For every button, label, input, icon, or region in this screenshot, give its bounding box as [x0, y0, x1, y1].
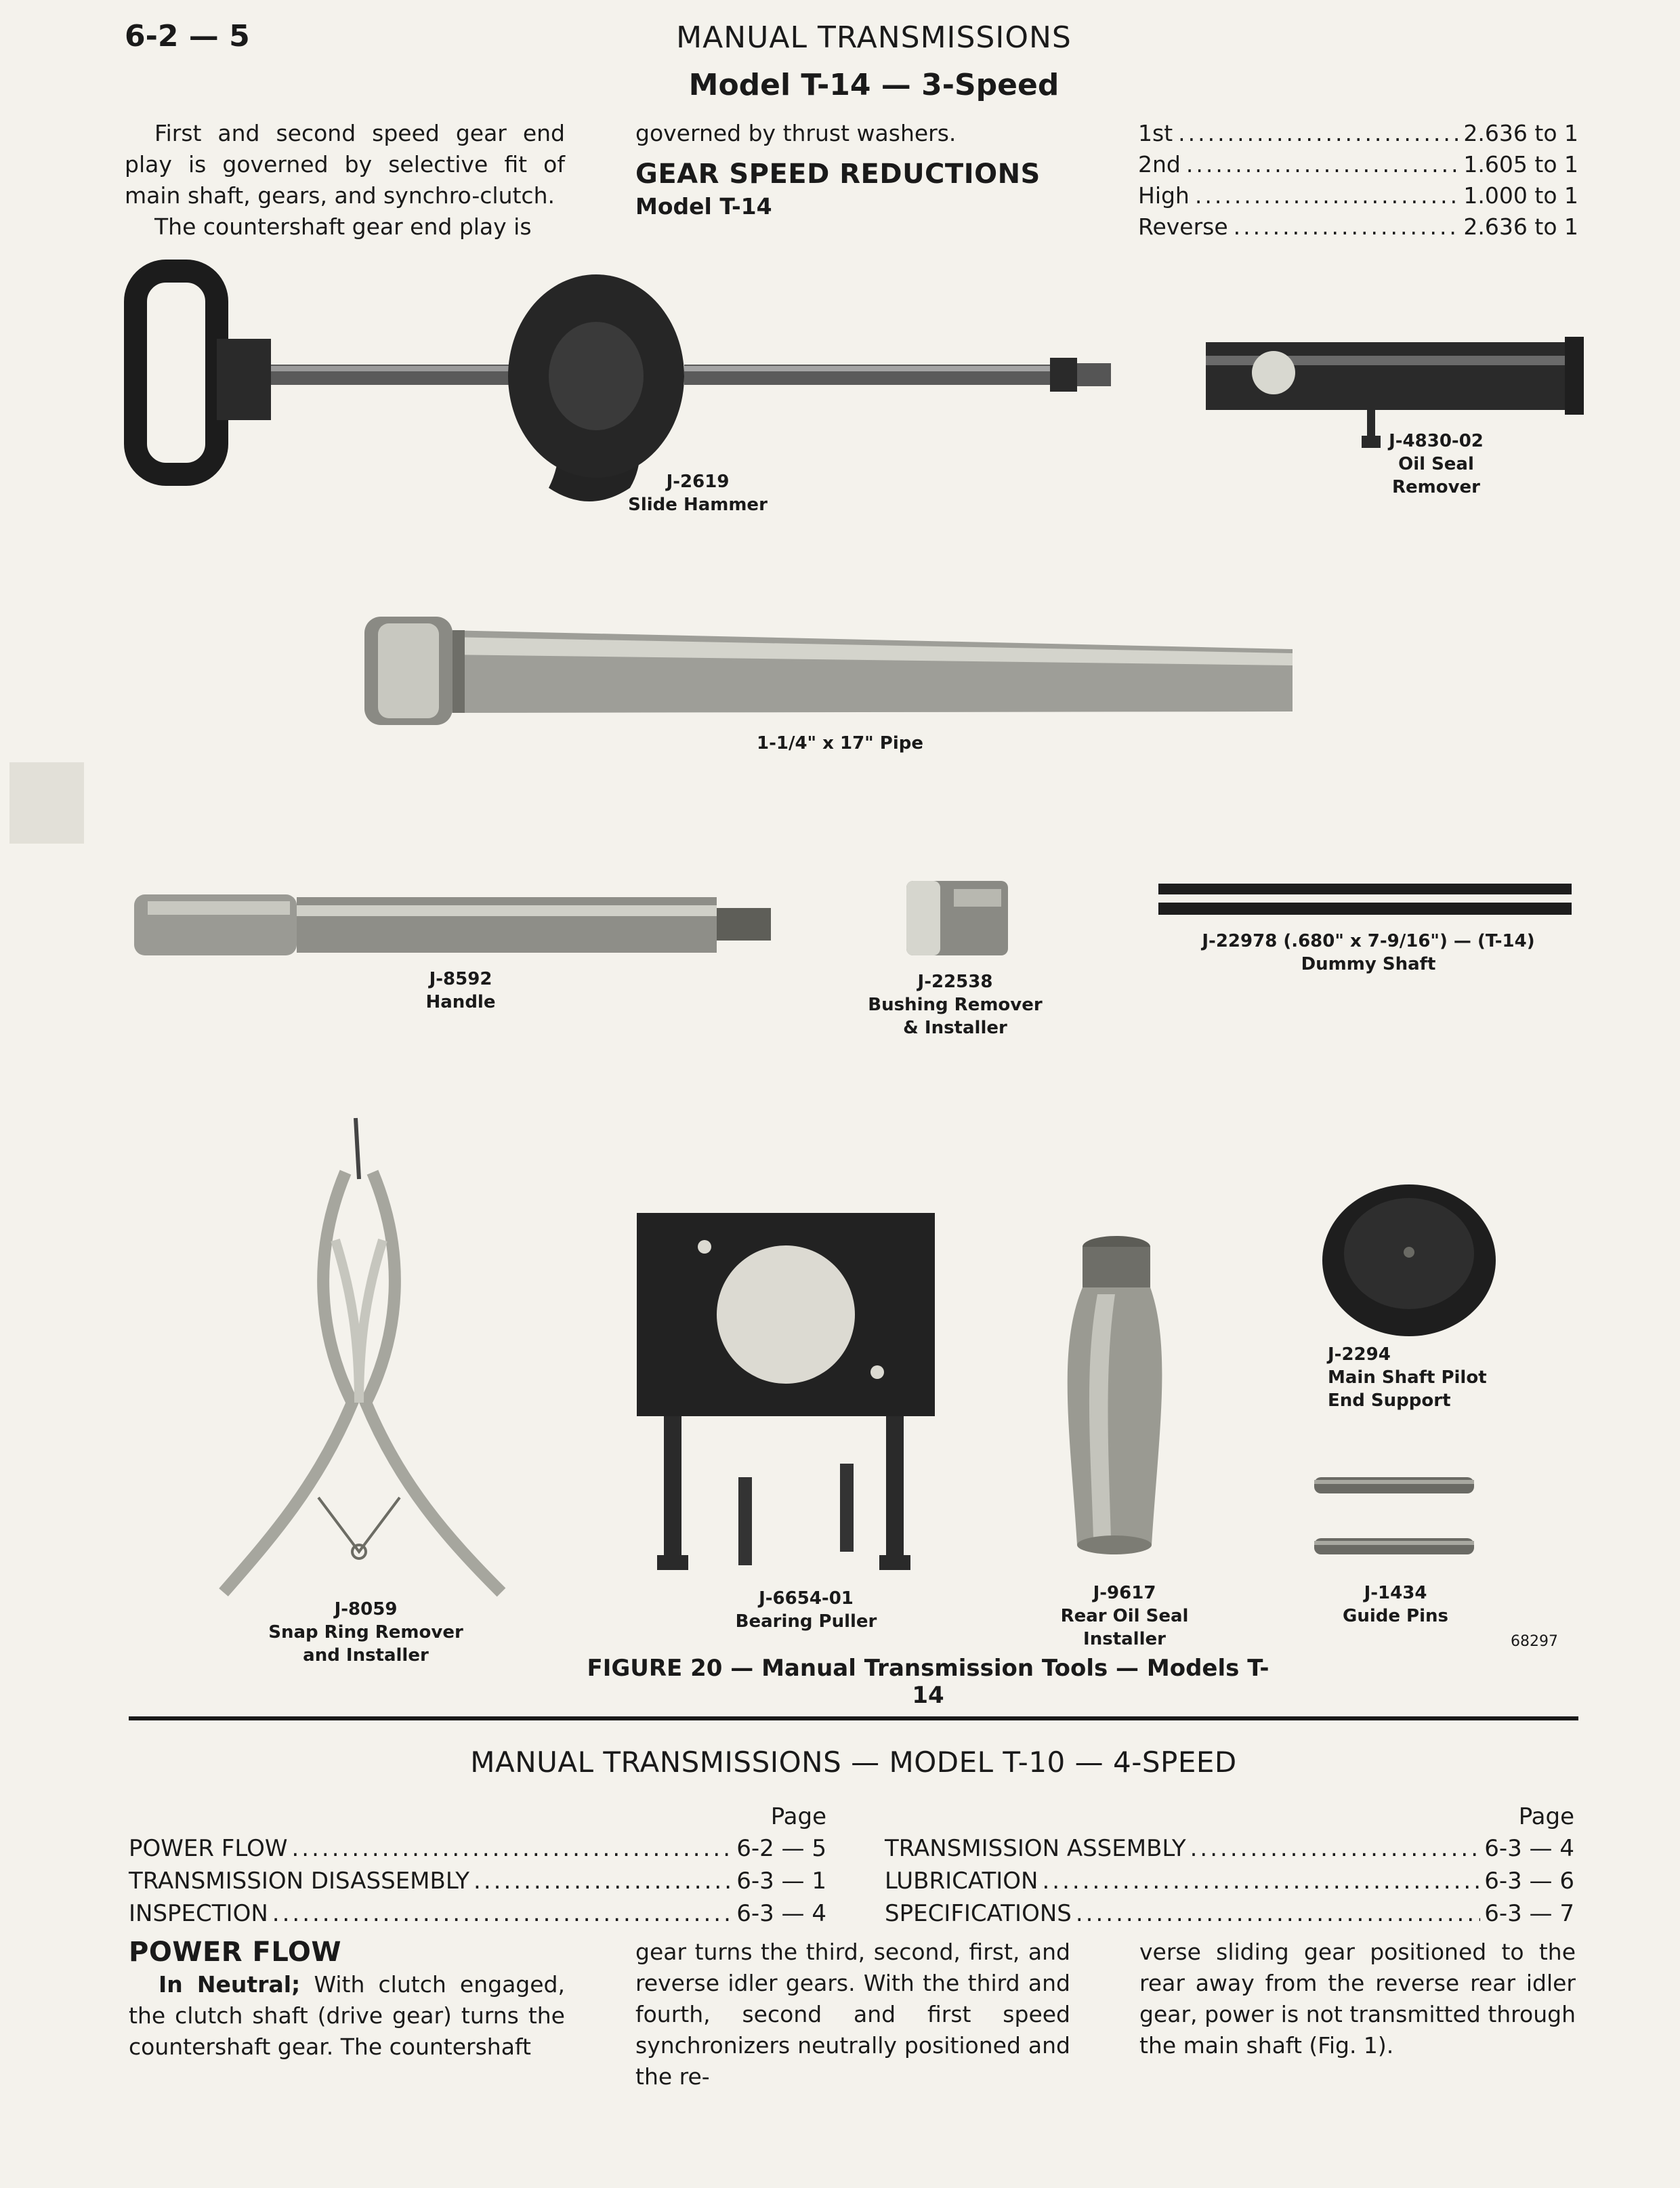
intro-continuation: governed by thrust washers.	[635, 120, 957, 146]
toc-left	[129, 1801, 826, 1930]
intro-column-2	[635, 118, 1055, 222]
ratio-gear: 2nd	[1138, 151, 1181, 178]
ratio-gear: High	[1138, 182, 1190, 209]
bushing-caption: J-22538 Bushing Remover & Installer	[868, 972, 1043, 1038]
slide-hammer-illustration	[122, 257, 1152, 501]
gear-ratio-table	[1138, 118, 1578, 243]
page-edge-tab	[9, 762, 84, 844]
figure-number: 68297	[1511, 1633, 1558, 1650]
toc-label: INSPECTION	[129, 1900, 268, 1927]
toc-page-header: Page	[1518, 1803, 1574, 1830]
bearing-puller-illustration	[630, 1213, 942, 1579]
toc-label: SPECIFICATIONS	[885, 1900, 1072, 1927]
toc-page: 6-3 — 4	[736, 1900, 826, 1927]
bearing-puller-caption: J-6654-01 Bearing Puller	[735, 1588, 877, 1632]
power-flow-text-1: With clutch engaged, the clutch shaft (drive gear) turns the countershaft gear. The countershaft	[129, 1971, 565, 2060]
toc-row[interactable]	[129, 1897, 826, 1930]
slide-hammer-caption: J-2619 Slide Hammer	[628, 472, 768, 515]
toc-row[interactable]	[129, 1832, 826, 1865]
toc-row[interactable]	[885, 1865, 1574, 1897]
intro-column-1	[125, 118, 565, 243]
toc-row[interactable]	[885, 1897, 1574, 1930]
toc-label: TRANSMISSION ASSEMBLY	[885, 1835, 1186, 1862]
toc-page: 6-2 — 5	[736, 1835, 826, 1862]
dummy-shaft-illustration	[1158, 878, 1578, 926]
ratio-row	[1138, 118, 1578, 149]
toc-page: 6-3 — 7	[1484, 1900, 1574, 1927]
power-flow-lead: In Neutral;	[159, 1971, 301, 1998]
rear-seal-caption: J-9617 Rear Oil Seal Installer	[1060, 1583, 1189, 1649]
intro-paragraph-2: The countershaft gear end play is	[154, 213, 532, 240]
intro-paragraph-1: First and second speed gear end play is governed by selective fit of main shaft, gears, and synchro-clutch.	[125, 120, 565, 209]
page-number: 6-2 — 5	[125, 19, 250, 54]
ratio-value: 1.000 to 1	[1463, 182, 1578, 209]
section-divider	[129, 1716, 1578, 1720]
ratio-gear: 1st	[1138, 120, 1173, 146]
ratio-value: 2.636 to 1	[1463, 120, 1578, 146]
guide-pins-caption: J-1434 Guide Pins	[1342, 1583, 1448, 1626]
toc-page: 6-3 — 1	[736, 1867, 826, 1895]
toc-label: POWER FLOW	[129, 1835, 288, 1862]
handle-illustration	[134, 888, 778, 962]
pilot-support-caption: J-2294 Main Shaft Pilot End Support	[1328, 1344, 1487, 1411]
snap-ring-pliers-illustration	[217, 1118, 515, 1606]
pilot-support-illustration	[1321, 1179, 1497, 1342]
toc-label: TRANSMISSION DISASSEMBLY	[129, 1867, 470, 1895]
dummy-shaft-caption: J-22978 (.680" x 7-9/16") — (T-14) Dummy Shaft	[1202, 931, 1535, 974]
ratio-gear: Reverse	[1138, 213, 1228, 240]
pipe-caption: 1-1/4" x 17" Pipe	[757, 733, 923, 754]
oil-seal-remover-caption: J-4830-02 Oil Seal Remover	[1389, 431, 1484, 497]
section-title: MANUAL TRANSMISSIONS — MODEL T-10 — 4-SPEED	[470, 1746, 1237, 1779]
rear-seal-installer-illustration	[1043, 1233, 1179, 1559]
ratio-row	[1138, 211, 1578, 243]
ratio-value: 1.605 to 1	[1463, 151, 1578, 178]
ratio-value: 2.636 to 1	[1463, 213, 1578, 240]
toc-page-header: Page	[770, 1803, 826, 1830]
power-flow-heading: POWER FLOW	[129, 1937, 342, 1968]
bushing-illustration	[893, 874, 1015, 962]
gear-speed-heading: GEAR SPEED REDUCTIONS	[635, 159, 1041, 190]
page-title: MANUAL TRANSMISSIONS	[676, 20, 1072, 55]
guide-pins-illustration	[1314, 1470, 1484, 1559]
toc-page: 6-3 — 6	[1484, 1867, 1574, 1895]
page-subtitle: Model T-14 — 3-Speed	[688, 68, 1059, 102]
toc-row[interactable]	[885, 1832, 1574, 1865]
toc-row[interactable]	[129, 1865, 826, 1897]
power-flow-column-1	[129, 1937, 565, 2063]
power-flow-column-3: verse sliding gear positioned to the rear away from the reverse rear idler gear, power is not transmitted through the main shaft (Fig. 1).	[1139, 1939, 1576, 2059]
gear-model-heading: Model T-14	[635, 193, 772, 220]
figure-caption: FIGURE 20 — Manual Transmission Tools — Models T-14	[587, 1655, 1269, 1709]
toc-page: 6-3 — 4	[1484, 1835, 1574, 1862]
ratio-row	[1138, 149, 1578, 180]
handle-caption: J-8592 Handle	[425, 969, 496, 1012]
pipe-illustration	[364, 610, 1299, 732]
snap-ring-caption: J-8059 Snap Ring Remover and Installer	[268, 1599, 463, 1666]
toc-right	[885, 1801, 1574, 1930]
ratio-row	[1138, 180, 1578, 211]
toc-label: LUBRICATION	[885, 1867, 1038, 1895]
power-flow-column-2: gear turns the third, second, first, and reverse idler gears. With the third and fourth, second and first speed synchronizers neutrally positioned and the re-	[635, 1939, 1070, 2090]
